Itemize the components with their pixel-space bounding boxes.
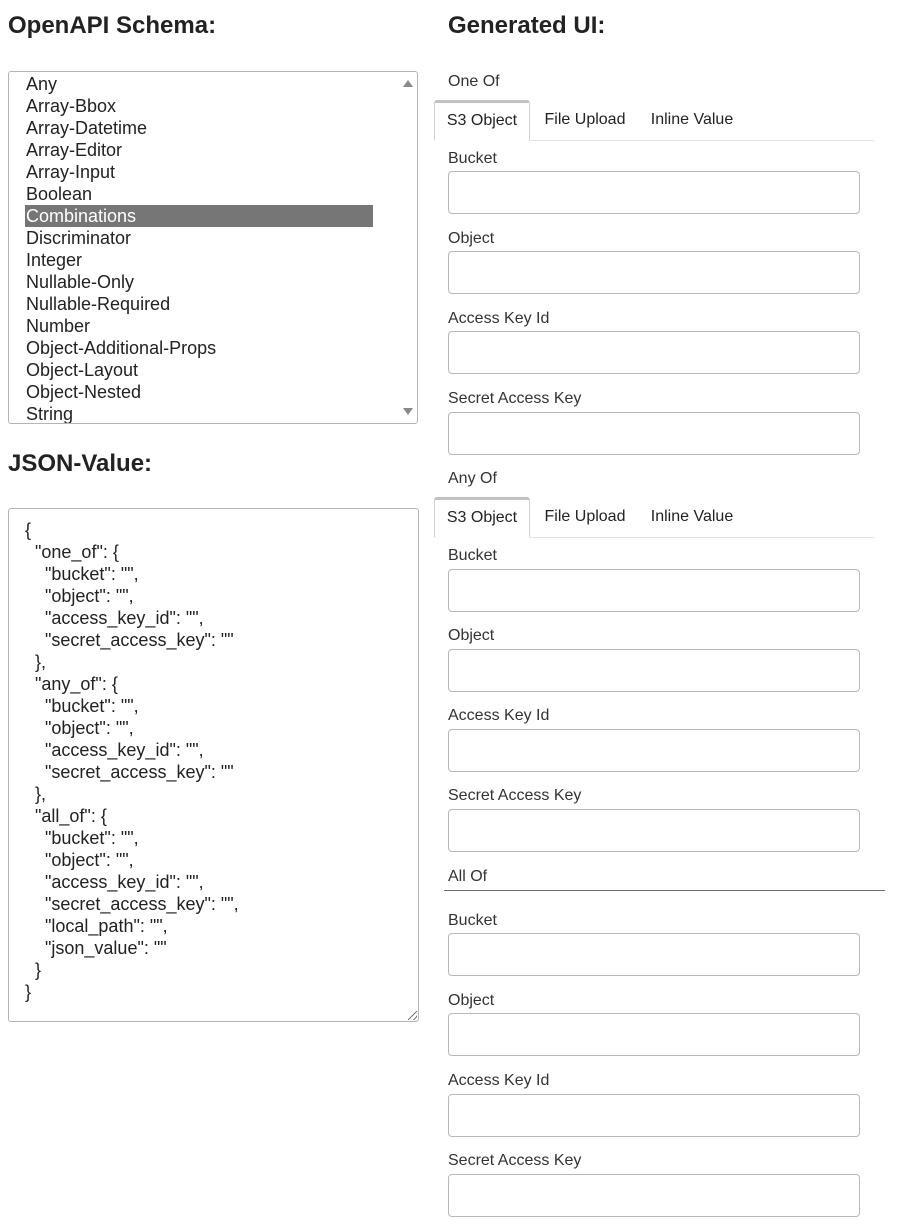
schema-option[interactable]: Object-Nested (26, 382, 142, 402)
schema-option[interactable]: Array-Bbox (26, 96, 117, 116)
secret-access-key-label: Secret Access Key (448, 390, 582, 407)
schema-option[interactable]: Nullable-Required (26, 294, 171, 314)
schema-option[interactable]: Any (26, 74, 58, 94)
json-value-text[interactable]: { "one_of": { "bucket": "", "object": "", "access_key_id": "", "secret_access_key": "" }, "any_of": { "bucket": "", "object": "", "access_key_id": "", "secret_access_key": "" }, "all_of": { "bucket": "", "object": "", "access_key_id": "", "secret_access_key": "", "local_path": "", "json_value": "" } } (25, 520, 239, 1002)
schema-option-selected[interactable]: Combinations (25, 205, 373, 227)
scroll-down-arrow-icon[interactable] (403, 408, 413, 415)
tab-s3-object[interactable]: S3 Object (434, 497, 530, 538)
schema-heading: OpenAPI Schema: (8, 12, 217, 39)
schema-option[interactable]: Number (26, 316, 91, 336)
access-key-id-input[interactable] (448, 1094, 860, 1137)
schema-listbox[interactable] (8, 71, 418, 424)
object-label: Object (448, 627, 495, 644)
access-key-id-input[interactable] (448, 331, 860, 374)
schema-option[interactable]: Object-Additional-Props (26, 338, 217, 358)
access-key-id-label: Access Key Id (448, 310, 550, 327)
schema-option[interactable]: Array-Input (26, 162, 116, 182)
tab-inline-value[interactable]: Inline Value (650, 111, 734, 128)
tab-file-upload[interactable]: File Upload (544, 111, 626, 128)
secret-access-key-label: Secret Access Key (448, 1152, 582, 1169)
object-label: Object (448, 992, 495, 1009)
json-value-textarea[interactable] (8, 508, 419, 1022)
object-input[interactable] (448, 1013, 860, 1056)
access-key-id-label: Access Key Id (448, 707, 550, 724)
schema-option[interactable]: Object-Layout (26, 360, 139, 380)
bucket-input[interactable] (448, 171, 860, 214)
one-of-label: One Of (448, 73, 500, 90)
schema-option[interactable]: Discriminator (26, 228, 132, 248)
schema-option[interactable]: Array-Datetime (26, 118, 148, 138)
ui-heading: Generated UI: (448, 12, 606, 39)
access-key-id-input[interactable] (448, 729, 860, 772)
secret-access-key-label: Secret Access Key (448, 787, 582, 804)
schema-option[interactable]: Nullable-Only (26, 272, 135, 292)
object-input[interactable] (448, 251, 860, 294)
any-of-tabs (434, 497, 874, 538)
secret-access-key-input[interactable] (448, 412, 860, 455)
one-of-tabs (434, 100, 874, 141)
schema-option[interactable]: Boolean (26, 184, 93, 204)
schema-option[interactable]: String (26, 404, 74, 424)
bucket-input[interactable] (448, 569, 860, 612)
bucket-label: Bucket (448, 912, 497, 929)
secret-access-key-input[interactable] (448, 809, 860, 852)
bucket-label: Bucket (448, 547, 497, 564)
scroll-up-arrow-icon[interactable] (403, 80, 413, 87)
bucket-input[interactable] (448, 933, 860, 976)
secret-access-key-input[interactable] (448, 1174, 860, 1217)
all-of-label: All Of (448, 868, 488, 885)
tab-file-upload[interactable]: File Upload (544, 508, 626, 525)
any-of-label: Any Of (448, 470, 497, 487)
object-input[interactable] (448, 649, 860, 692)
access-key-id-label: Access Key Id (448, 1072, 550, 1089)
tab-inline-value[interactable]: Inline Value (650, 508, 734, 525)
tab-s3-object[interactable]: S3 Object (434, 100, 530, 141)
json-heading: JSON-Value: (8, 450, 153, 477)
all-of-divider (444, 890, 885, 891)
object-label: Object (448, 230, 495, 247)
schema-option[interactable]: Integer (26, 250, 83, 270)
bucket-label: Bucket (448, 150, 497, 167)
resize-grip-icon[interactable] (408, 1011, 417, 1020)
schema-option[interactable]: Array-Editor (26, 140, 123, 160)
